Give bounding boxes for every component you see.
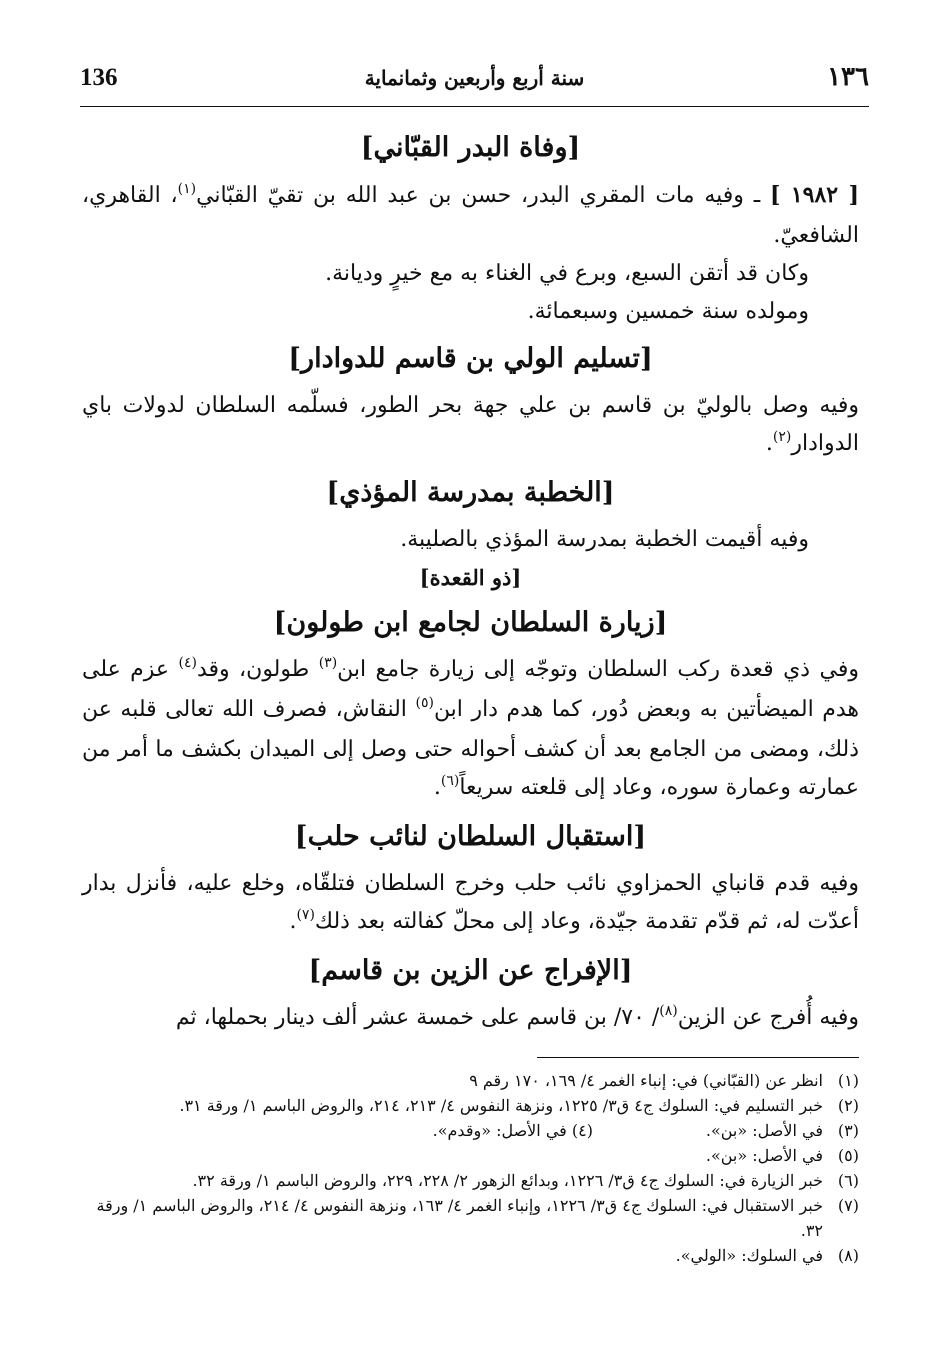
footnote-mark: (٤) xyxy=(178,655,197,671)
footnote: (٦) خبر الزيارة في: السلوك ج٤ ق٣/ ١٢٢٦، وبدائع الزهور ٢/ ٢٢٨، ٢٢٩، والروض الباسم ١/ ورقة ٣٢. xyxy=(192,1171,859,1190)
month-heading: [ذو القعدة] xyxy=(419,565,522,590)
footnote-mark: (٢) xyxy=(772,429,792,445)
paragraph: ومولده سنة خمسين وسبعمائة. xyxy=(527,299,809,324)
section-heading: [وفاة البدر القبّاني] xyxy=(360,132,581,163)
header-rule xyxy=(80,106,869,107)
running-header xyxy=(80,62,869,102)
paragraph: وفيه وصل بالوليّ بن قاسم بن علي جهة بحر الطور، فسلّمه السلطان لدولات باي الدوادار$^{(٢)}$. xyxy=(82,393,859,456)
paragraph: وفي ذي قعدة ركب السلطان وتوجّه إلى زيارة جامع ابن$^{(٣)}$ طولون، وقد$^{(٤)}$ عزم على هدم الميضأتين به وبعض دُور، كما هدم دار ابن$^{(٥)}$ النقاش، فصرف الله تعالى قلبه عن ذلك، ومضى من الجامع بعد أن كشف أحواله حتى وصل إلى الميدان بكشف ما أمر من عمارته وعمارة سوره، وعاد إلى قلعته سريعاً$^{(٦)}$. xyxy=(82,655,860,800)
running-title: سنة أربع وأربعين وثمانماية xyxy=(364,66,585,90)
footnote-mark: (٣) xyxy=(318,655,338,671)
section-heading: [تسليم الولي بن قاسم للدوادار] xyxy=(288,343,653,374)
paragraph: وفيه قدم قانباي الحمزاوي نائب حلب وخرج السلطان فتلقّاه، وخلع عليه، فأنزل بدار أعدّت له، ثم قدّم تقدمة جيّدة، وعاد إلى محلّ كفالته بعد ذلك$^{(٧)}$. xyxy=(82,871,859,934)
paragraph: وفيه أقيمت الخطبة بمدرسة المؤذي بالصليبة. xyxy=(400,527,809,552)
page-number-arabic: ١٣٦ xyxy=(827,62,869,92)
entry-number: [ ١٩٨٢ ] xyxy=(769,182,860,208)
footnotes xyxy=(82,1068,859,1268)
footnote: (٣) في الأصل: «بن».(٤) في الأصل: «وقدم». xyxy=(432,1121,859,1140)
footnote-mark: (٨) xyxy=(659,1003,678,1019)
footnote: (١) انظر عن (القبّاني) في: إنباء الغمر ٤/ ١٦٩، ١٧٠ رقم ٩ xyxy=(469,1071,859,1090)
section-heading: [الإفراج عن الزين بن قاسم] xyxy=(308,955,633,986)
footnote: (٨) في السلوك: «الولي». xyxy=(675,1246,859,1265)
section-heading: [الخطبة بمدرسة المؤذي] xyxy=(326,477,615,508)
footnote-mark: (١) xyxy=(177,181,197,197)
main-text xyxy=(82,120,859,1039)
section-heading: [زيارة السلطان لجامع ابن طولون] xyxy=(273,607,668,638)
paragraph: [ ١٩٨٢ ] ـ وفيه مات المقري البدر، حسن بن عبد الله بن تقيّ القبّاني$^{(١)}$، القاهري، الشافعيّ. xyxy=(82,181,860,248)
footnote: (٧) خبر الاستقبال في: السلوك ج٤ ق٣/ ١٢٢٦، وإنباء الغمر ٤/ ١٦٣، ونزهة النفوس ٤/ ٢١٤، والروض الباسم ١/ ورقة ٣٢. xyxy=(96,1196,859,1240)
footnote-mark: (٦) xyxy=(440,773,460,789)
footnote: (٢) خبر التسليم في: السلوك ج٤ ق٣/ ١٢٢٥، ونزهة النفوس ٤/ ٢١٣، ٢١٤، والروض الباسم ١/ ورقة ٣١. xyxy=(179,1096,859,1115)
footnote: (٥) في الأصل: «بن». xyxy=(705,1146,859,1165)
footnote-mark: (٧) xyxy=(296,907,315,923)
page-number-latin: 136 xyxy=(80,64,118,91)
paragraph: وكان قد أتقن السبع، وبرع في الغناء به مع خيرٍ وديانة. xyxy=(325,261,809,286)
section-heading: [استقبال السلطان لنائب حلب] xyxy=(294,821,647,852)
footnote-mark: (٥) xyxy=(415,695,434,711)
footnote-rule xyxy=(537,1057,859,1058)
paragraph: وفيه أُفرج عن الزين$^{(٨)}$/ ٧٠/ بن قاسم على خمسة عشر ألف دينار بحملها، ثم xyxy=(175,1003,859,1030)
